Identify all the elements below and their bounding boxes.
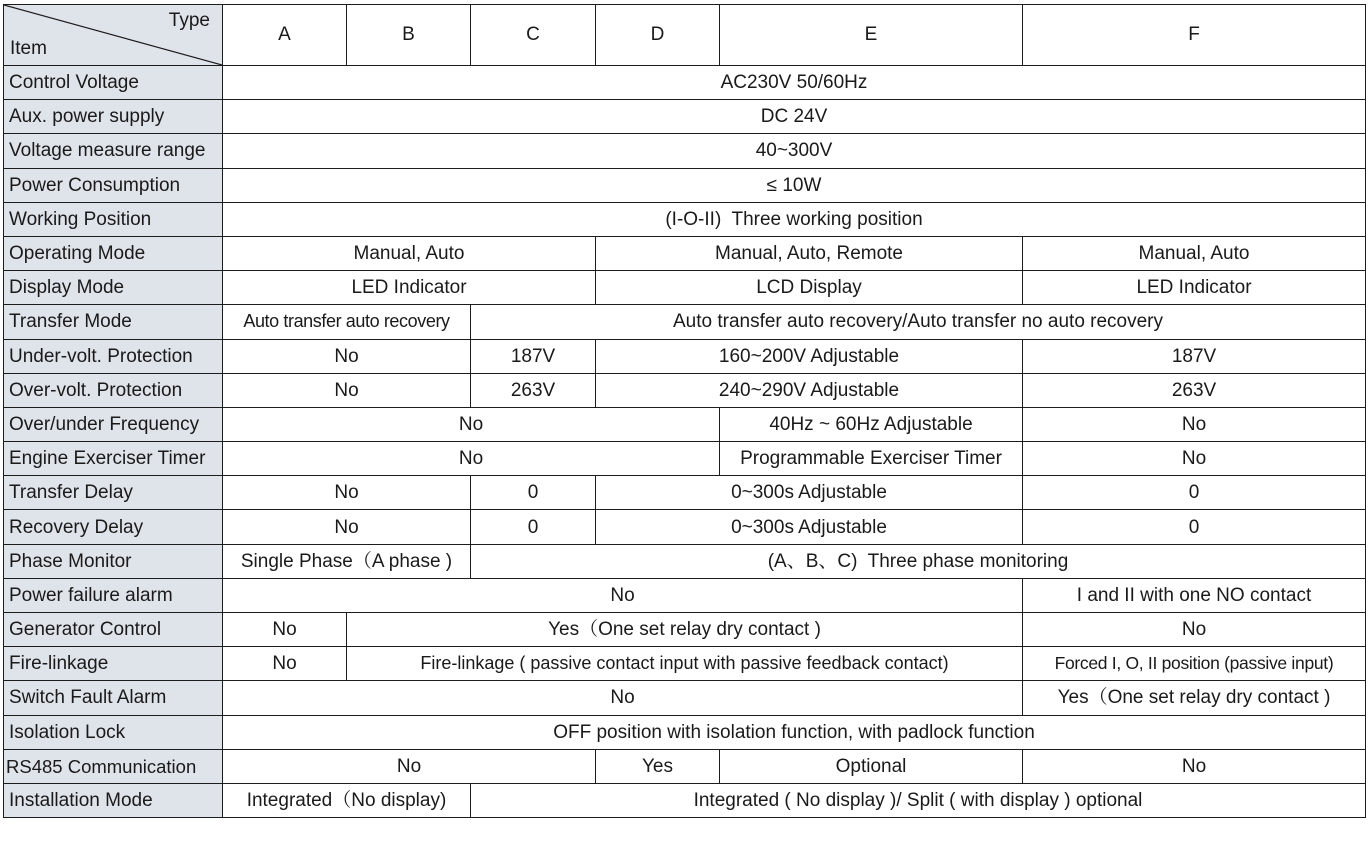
item-label-cell: RS485 Communication: [4, 749, 223, 783]
row-installation-mode: [4, 783, 1366, 817]
value-cell: 160~200V Adjustable: [596, 339, 1023, 373]
item-label-cell: Isolation Lock: [4, 715, 223, 749]
value-cell: I and II with one NO contact: [1023, 578, 1366, 612]
item-label-cell: Aux. power supply: [4, 100, 223, 134]
value-cell: (I-O-II) Three working position: [223, 202, 1366, 236]
col-header-e: E: [720, 5, 1023, 66]
value-cell: 0: [1023, 476, 1366, 510]
value-cell: 0: [471, 510, 596, 544]
value-cell: No: [1023, 613, 1366, 647]
value-cell: No: [223, 510, 471, 544]
value-cell: No: [223, 339, 471, 373]
value-cell: Forced I, O, II position (passive input): [1023, 647, 1366, 681]
value-cell: Yes: [596, 749, 720, 783]
value-cell: LED Indicator: [223, 271, 596, 305]
value-cell: Yes（One set relay dry contact ): [1023, 681, 1366, 715]
row-working-position: [4, 202, 1366, 236]
col-header-f: F: [1023, 5, 1366, 66]
col-header-c: C: [471, 5, 596, 66]
row-transfer-mode: [4, 305, 1366, 339]
value-cell: 263V: [1023, 373, 1366, 407]
row-rs485-communication: [4, 749, 1366, 783]
row-display-mode: [4, 271, 1366, 305]
item-label-cell: Generator Control: [4, 613, 223, 647]
value-cell: (A、B、C) Three phase monitoring: [471, 544, 1366, 578]
type-label: Type: [168, 10, 210, 31]
value-cell: No: [223, 681, 1023, 715]
item-label-cell: Voltage measure range: [4, 134, 223, 168]
row-recovery-delay: [4, 510, 1366, 544]
item-label-cell: Fire-linkage: [4, 647, 223, 681]
value-cell: Optional: [720, 749, 1023, 783]
value-cell: No: [1023, 407, 1366, 441]
value-cell: Auto transfer auto recovery/Auto transfer no auto recovery: [471, 305, 1366, 339]
value-cell: Fire-linkage ( passive contact input with passive feedback contact): [347, 647, 1023, 681]
value-cell: AC230V 50/60Hz: [223, 66, 1366, 100]
value-cell: 0: [471, 476, 596, 510]
col-header-a: A: [223, 5, 347, 66]
value-cell: 0: [1023, 510, 1366, 544]
row-isolation-lock: [4, 715, 1366, 749]
value-cell: No: [223, 647, 347, 681]
value-cell: No: [223, 407, 720, 441]
value-cell: Manual, Auto: [1023, 236, 1366, 270]
header-row: [4, 5, 1366, 66]
row-over-under-frequency: [4, 407, 1366, 441]
row-switch-fault-alarm: [4, 681, 1366, 715]
item-label-cell: Operating Mode: [4, 236, 223, 270]
item-label-cell: Under-volt. Protection: [4, 339, 223, 373]
row-operating-mode: [4, 236, 1366, 270]
value-cell: 40~300V: [223, 134, 1366, 168]
row-engine-exerciser-timer: [4, 442, 1366, 476]
row-aux-power-supply: [4, 100, 1366, 134]
item-label-cell: Power failure alarm: [4, 578, 223, 612]
value-cell: No: [223, 373, 471, 407]
row-power-consumption: [4, 168, 1366, 202]
value-cell: Auto transfer auto recovery: [223, 305, 471, 339]
value-cell: 187V: [1023, 339, 1366, 373]
value-cell: Yes（One set relay dry contact ): [347, 613, 1023, 647]
value-cell: DC 24V: [223, 100, 1366, 134]
value-cell: 187V: [471, 339, 596, 373]
row-phase-monitor: [4, 544, 1366, 578]
spec-table: [3, 4, 1366, 818]
value-cell: Programmable Exerciser Timer: [720, 442, 1023, 476]
value-cell: Manual, Auto: [223, 236, 596, 270]
item-label-cell: Engine Exerciser Timer: [4, 442, 223, 476]
value-cell: 0~300s Adjustable: [596, 476, 1023, 510]
item-label: Item: [10, 38, 47, 59]
col-header-d: D: [596, 5, 720, 66]
item-label-cell: Installation Mode: [4, 783, 223, 817]
item-label-cell: Over/under Frequency: [4, 407, 223, 441]
value-cell: No: [223, 578, 1023, 612]
value-cell: No: [223, 749, 596, 783]
value-cell: LCD Display: [596, 271, 1023, 305]
value-cell: 40Hz ~ 60Hz Adjustable: [720, 407, 1023, 441]
row-transfer-delay: [4, 476, 1366, 510]
value-cell: No: [223, 442, 720, 476]
row-control-voltage: [4, 66, 1366, 100]
value-cell: 0~300s Adjustable: [596, 510, 1023, 544]
item-label-cell: Phase Monitor: [4, 544, 223, 578]
item-label-cell: Power Consumption: [4, 168, 223, 202]
value-cell: LED Indicator: [1023, 271, 1366, 305]
row-under-volt-protection: [4, 339, 1366, 373]
col-header-b: B: [347, 5, 471, 66]
value-cell: No: [1023, 442, 1366, 476]
value-cell: Integrated ( No display )/ Split ( with display ) optional: [471, 783, 1366, 817]
value-cell: No: [223, 476, 471, 510]
row-voltage-measure-range: [4, 134, 1366, 168]
item-label-cell: Control Voltage: [4, 66, 223, 100]
value-cell: No: [223, 613, 347, 647]
corner-cell: [4, 5, 223, 66]
row-over-volt-protection: [4, 373, 1366, 407]
value-cell: Manual, Auto, Remote: [596, 236, 1023, 270]
item-label-cell: Over-volt. Protection: [4, 373, 223, 407]
item-label-cell: Transfer Mode: [4, 305, 223, 339]
row-fire-linkage: [4, 647, 1366, 681]
item-label-cell: Working Position: [4, 202, 223, 236]
value-cell: Integrated（No display): [223, 783, 471, 817]
value-cell: OFF position with isolation function, with padlock function: [223, 715, 1366, 749]
value-cell: 263V: [471, 373, 596, 407]
row-generator-control: [4, 613, 1366, 647]
item-label-cell: Display Mode: [4, 271, 223, 305]
value-cell: Single Phase（A phase ): [223, 544, 471, 578]
value-cell: No: [1023, 749, 1366, 783]
item-label-cell: Recovery Delay: [4, 510, 223, 544]
value-cell: ≤ 10W: [223, 168, 1366, 202]
row-power-failure-alarm: [4, 578, 1366, 612]
item-label-cell: Transfer Delay: [4, 476, 223, 510]
item-label-cell: Switch Fault Alarm: [4, 681, 223, 715]
value-cell: 240~290V Adjustable: [596, 373, 1023, 407]
